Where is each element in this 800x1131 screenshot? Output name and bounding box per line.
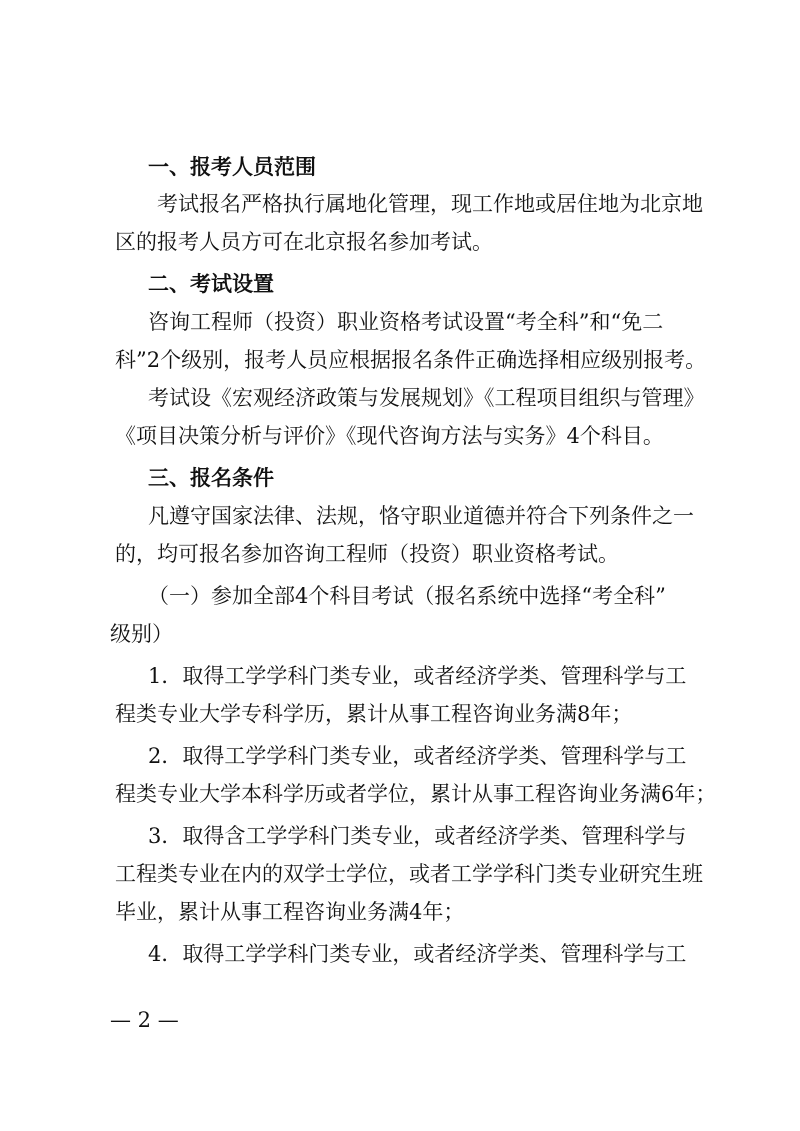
paragraph-text: 的，均可报名参加咨询工程师（投资）职业资格考试。 bbox=[115, 542, 619, 566]
heading-text: 二、考试设置 bbox=[148, 272, 274, 296]
paragraph-text: 区的报考人员方可在北京报名参加考试。 bbox=[115, 230, 493, 254]
paragraph-text: 科”2个级别，报考人员应根据报名条件正确选择相应级别报考。 bbox=[115, 348, 707, 372]
paragraph-text: 《项目决策分析与评价》《现代咨询方法与实务》4个科目。 bbox=[115, 424, 664, 448]
paragraph-text: 程类专业大学专科学历，累计从事工程咨询业务满8年； bbox=[115, 702, 633, 726]
paragraph-text: 程类专业大学本科学历或者学位，累计从事工程咨询业务满6年； bbox=[115, 782, 717, 806]
paragraph-text: 级别） bbox=[110, 622, 173, 646]
paragraph-line bbox=[0, 612, 800, 656]
paragraph-text: 毕业，累计从事工程咨询业务满4年； bbox=[115, 900, 465, 924]
paragraph-text: 1．取得工学学科门类专业，或者经济学类、管理科学与工 bbox=[148, 664, 687, 688]
paragraph-line bbox=[0, 772, 800, 816]
heading-text: 三、报名条件 bbox=[148, 466, 274, 490]
paragraph-line bbox=[0, 890, 800, 934]
paragraph-line bbox=[0, 932, 800, 976]
paragraph-text: 工程类专业在内的双学士学位，或者工学学科门类专业研究生班 bbox=[115, 862, 703, 886]
page-number: — 2 — bbox=[110, 1008, 179, 1032]
heading-text: 一、报考人员范围 bbox=[148, 155, 316, 179]
paragraph-line bbox=[0, 220, 800, 264]
paragraph-text: 3．取得含工学学科门类专业，或者经济学类、管理科学与 bbox=[148, 824, 687, 848]
paragraph-line bbox=[0, 414, 800, 458]
paragraph-text: 凡遵守国家法律、法规，恪守职业道德并符合下列条件之一 bbox=[148, 504, 694, 528]
paragraph-text: 考试设《宏观经济政策与发展规划》《工程项目组织与管理》 bbox=[148, 386, 705, 410]
paragraph-text: 2．取得工学学科门类专业，或者经济学类、管理科学与工 bbox=[148, 744, 687, 768]
paragraph-text: 咨询工程师（投资）职业资格考试设置“考全科”和“免二 bbox=[148, 310, 664, 334]
paragraph-text: 考试报名严格执行属地化管理，现工作地或居住地为北京地 bbox=[157, 192, 703, 216]
paragraph-line bbox=[0, 532, 800, 576]
paragraph-text: 4．取得工学学科门类专业，或者经济学类、管理科学与工 bbox=[148, 942, 687, 966]
paragraph-text: （一）参加全部4个科目考试（报名系统中选择“考全科” bbox=[148, 584, 666, 608]
paragraph-line bbox=[0, 692, 800, 736]
